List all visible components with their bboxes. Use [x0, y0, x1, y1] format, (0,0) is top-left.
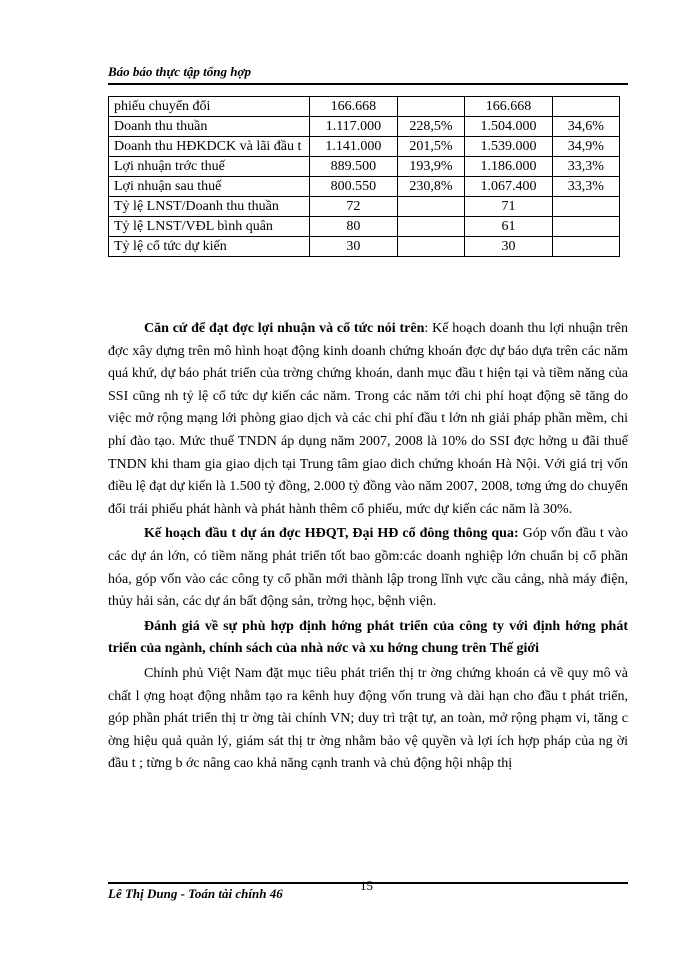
table-cell: 72 [310, 197, 397, 217]
body-text [108, 318, 628, 778]
table-cell: 71 [465, 197, 552, 217]
table-row [109, 157, 620, 177]
section-heading: Đánh giá về sự phù hợp định hớng phát triển của công ty với định hớng phát triển của ngành, chính sách của nhà nớc và xu hớng chung trên Thế giới [108, 618, 628, 657]
table-cell: 1.186.000 [465, 157, 552, 177]
table-row [109, 217, 620, 237]
table-cell: 889.500 [310, 157, 397, 177]
header-rule [108, 83, 628, 85]
page-header: Báo báo thực tập tổng hợp [108, 64, 251, 79]
table-cell [397, 217, 465, 237]
table-cell: Tỷ lệ LNST/VĐL bình quân [109, 217, 310, 237]
table-cell: 1.067.400 [465, 177, 552, 197]
table-cell [552, 97, 619, 117]
footer-author: Lê Thị Dung - Toán tài chính 46 [108, 886, 283, 901]
table-cell: 230,8% [397, 177, 465, 197]
table-cell: 193,9% [397, 157, 465, 177]
table-cell: 34,9% [552, 137, 619, 157]
table-cell: 166.668 [465, 97, 552, 117]
table-cell: 30 [310, 237, 397, 257]
table-cell: Lợi nhuận trớc thuế [109, 157, 310, 177]
financial-table [108, 96, 620, 257]
table-cell: phiếu chuyển đổi [109, 97, 310, 117]
table-cell: Doanh thu thuần [109, 117, 310, 137]
table-cell: 1.504.000 [465, 117, 552, 137]
table-row [109, 197, 620, 217]
table-cell: 34,6% [552, 117, 619, 137]
table-cell: 166.668 [310, 97, 397, 117]
table-cell: 61 [465, 217, 552, 237]
table-cell [552, 197, 619, 217]
table-cell: 1.539.000 [465, 137, 552, 157]
table-row [109, 97, 620, 117]
table-row [109, 117, 620, 137]
table-cell: 800.550 [310, 177, 397, 197]
table-cell: Lợi nhuận sau thuế [109, 177, 310, 197]
table-cell: 1.117.000 [310, 117, 397, 137]
table-cell: 201,5% [397, 137, 465, 157]
table-cell: Tỷ lệ LNST/Doanh thu thuần [109, 197, 310, 217]
paragraph-basis [108, 318, 628, 521]
table-row [109, 137, 620, 157]
paragraph-investment-lead: Kế hoạch đầu t dự án đợc HĐQT, Đại HĐ cổ đông thông qua: [144, 526, 519, 542]
table-row [109, 177, 620, 197]
table-cell [552, 237, 619, 257]
table-cell [397, 197, 465, 217]
table-cell: 33,3% [552, 157, 619, 177]
paragraph-investment-text: Góp vốn đầu t vào các dự án lớn, có tiềm năng phát triển tốt bao gồm:các doanh nghiệp lớn chuẩn bị cổ phần hóa, góp vốn vào các công ty cổ phần mới thành lập trong lĩnh vực cầu cảng, nhà máy điện, thủy hải sản, các dự án bất động sản, trờng học, bệnh viện. [108, 526, 628, 610]
paragraph-government: Chính phủ Việt Nam đặt mục tiêu phát triển thị tr ờng chứng khoán cả về quy mô và chất l ợng hoạt động nhằm tạo ra kênh huy động vốn trung và dài hạn cho đầu t phát triển, góp phần phát triển thị tr ờng tài chính VN; duy trì trật tự, an toàn, mở rộng phạm vi, tăng c ờng hiệu quả quản lý, giám sát thị tr ờng nhằm bảo vệ quyền và lợi ích hợp pháp của ng ời đầu t ; từng b ớc nâng cao khả năng cạnh tranh và chủ động hội nhập thị [108, 665, 628, 772]
table-row [109, 237, 620, 257]
table-cell: 30 [465, 237, 552, 257]
table-cell: Tỷ lệ cổ tức dự kiến [109, 237, 310, 257]
paragraph-investment [108, 523, 628, 613]
table-cell: 33,3% [552, 177, 619, 197]
paragraph-basis-lead: Căn cứ để đạt đợc lợi nhuận và cổ tức nói trên [144, 321, 425, 336]
table-cell: 228,5% [397, 117, 465, 137]
table-cell [397, 97, 465, 117]
table-cell [397, 237, 465, 257]
paragraph-basis-text: : Kế hoạch doanh thu lợi nhuận trên đợc xây dựng trên mô hình hoạt động kinh doanh chứng khoán đợc dự báo dựa trên các năm quá khứ, dự báo phát triển của trờng chứng khoán, danh mục đầu t hiện tại và tiềm năng của SSI cũng nh tỷ lệ cổ tức dự kiến các năm. Trong các năm tới chi phí hoạt động sẽ tăng do việc mở rộng mạng lới phòng giao dịch và các chi phí đầu t lớn nh giải pháp phần mềm, chi phí đào tạo. Mức thuế TNDN áp dụng năm 2007, 2008 là 10% do SSI đợc hởng u đãi thuế TNDN khi tham gia giao dịch tại Trung tâm giao dich chứng khoán Hà Nội. Với giá trị vốn điều lệ đạt dự kiến là 1.500 tỷ đồng, 2.000 tỷ đồng vào năm 2007, 2008, tơng ứng do chuyển đổi trái phiếu phát hành và phát hành thêm cổ phiếu, mức dự kiến các năm là 30%. [108, 321, 628, 517]
page-number: 15 [360, 878, 373, 893]
table-cell: Doanh thu HĐKDCK và lãi đầu t [109, 137, 310, 157]
table-cell: 1.141.000 [310, 137, 397, 157]
table-cell: 80 [310, 217, 397, 237]
table-cell [552, 217, 619, 237]
